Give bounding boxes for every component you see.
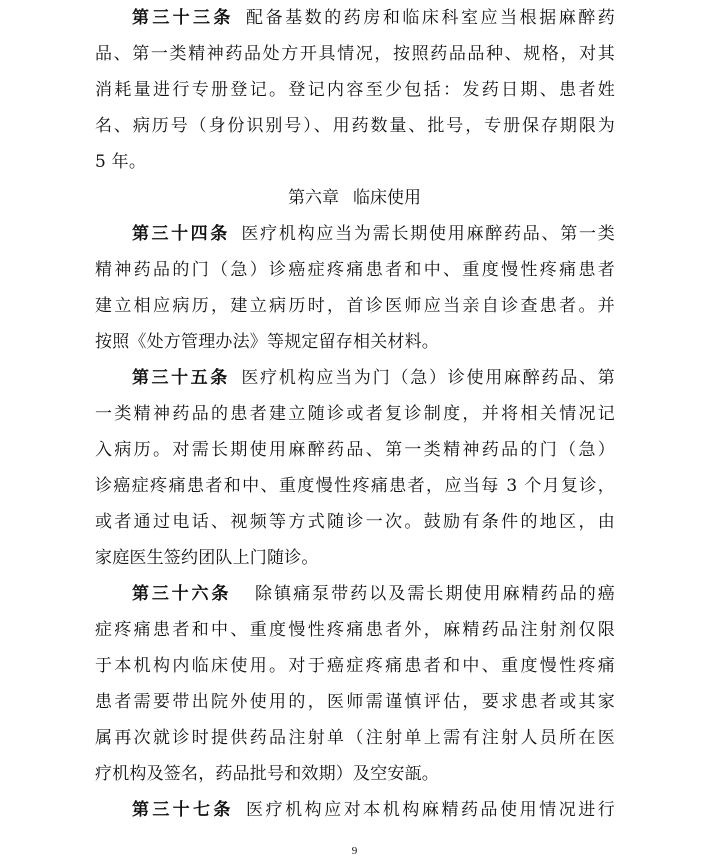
article-33-text: 配备基数的药房和临床科室应当根据麻醉药	[243, 8, 615, 28]
chapter-title: 临床使用	[353, 188, 421, 208]
article-34-line-3: 建立相应病历，建立病历时，首诊医师应当亲自诊查患者。并	[95, 296, 615, 316]
article-35-line-5: 或者通过电话、视频等方式随诊一次。鼓励有条件的地区，由	[95, 512, 615, 532]
article-35-text: 医疗机构应当为门（急）诊使用麻醉药品、第	[239, 368, 616, 388]
article-36-line-3: 于本机构内临床使用。对于癌症疼痛患者和中、重度慢性疼痛	[95, 656, 615, 676]
article-36-line-4: 患者需要带出院外使用的，医师需谨慎评估，要求患者或其家	[95, 692, 615, 712]
article-34-line-1	[132, 223, 615, 245]
article-33-line-4: 名、病历号（身份识别号）、用药数量、批号，专册保存期限为	[95, 116, 615, 136]
article-37-label: 第三十七条	[132, 800, 234, 820]
article-36-line-2: 症疼痛患者和中、重度慢性疼痛患者外，麻精药品注射剂仅限	[95, 620, 615, 640]
article-36-label: 第三十六条	[132, 584, 232, 604]
article-35-line-2: 一类精神药品的患者建立随诊或者复诊制度，并将相关情况记	[95, 404, 615, 424]
article-36-line-6: 疗机构及签名，药品批号和效期）及空安瓿。	[95, 764, 439, 784]
article-35-line-4: 诊癌症疼痛患者和中、重度慢性疼痛患者，应当每 3 个月复诊，	[95, 476, 615, 496]
article-34-line-2: 精神药品的门（急）诊癌症疼痛患者和中、重度慢性疼痛患者	[95, 260, 615, 280]
article-36-text: 除镇痛泵带药以及需长期使用麻精药品的癌	[253, 584, 615, 604]
article-33-line-3: 消耗量进行专册登记。登记内容至少包括：发药日期、患者姓	[95, 80, 615, 100]
article-35-label: 第三十五条	[132, 368, 230, 388]
article-33-line-1	[132, 7, 615, 29]
article-35-line-6: 家庭医生签约团队上门随诊。	[95, 548, 319, 568]
chapter-heading	[0, 187, 709, 209]
article-35-line-1	[132, 367, 615, 389]
article-34-label: 第三十四条	[132, 224, 230, 244]
chapter-number: 第六章	[288, 188, 339, 208]
article-35-line-3: 入病历。对需长期使用麻醉药品、第一类精神药品的门（急）	[95, 440, 615, 460]
page-number: 9	[351, 845, 358, 857]
article-37-text: 医疗机构应对本机构麻精药品使用情况进行	[243, 800, 615, 820]
article-34-line-4: 按照《处方管理办法》等规定留存相关材料。	[95, 332, 439, 352]
article-33-label: 第三十三条	[132, 8, 234, 28]
article-36-line-5: 属再次就诊时提供药品注射单（注射单上需有注射人员所在医	[95, 728, 615, 748]
article-36-line-1	[132, 583, 615, 605]
article-33-line-5: 5 年。	[95, 152, 147, 172]
article-37-line-1	[132, 799, 615, 821]
article-33-line-2: 品、第一类精神药品处方开具情况，按照药品品种、规格，对其	[95, 44, 615, 64]
article-34-text: 医疗机构应当为需长期使用麻醉药品、第一类	[239, 224, 616, 244]
